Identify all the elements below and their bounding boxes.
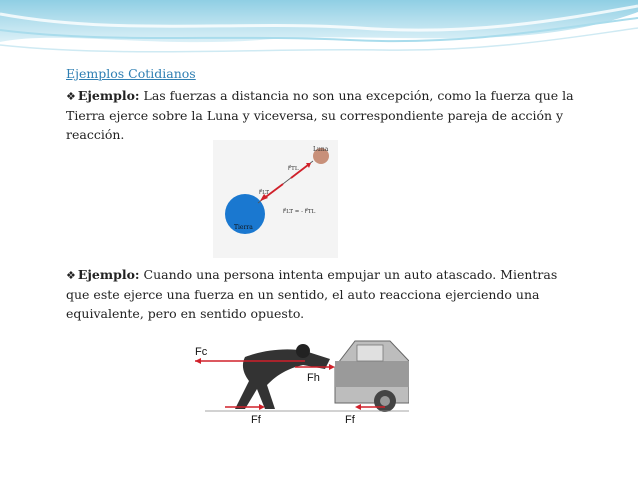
section-title: Ejemplos Cotidianos: [66, 66, 196, 81]
example-1-paragraph: [66, 86, 586, 144]
force-equation: F⃗LT = - F⃗TL: [283, 209, 316, 215]
force-tl-label: F⃗TL: [288, 166, 299, 172]
example-1-text: Las fuerzas a distancia no son una excepción, como la fuerza que la Tierra ejerce sobre la Luna y viceversa, su correspondiente pareja de acción y reacción.: [66, 88, 574, 142]
moon-label: Luna: [313, 146, 329, 153]
force-lt-label: F⃗LT: [259, 190, 270, 196]
example-2-paragraph: [66, 265, 566, 323]
earth-moon-figure: [213, 140, 338, 258]
ff-label-car: Ff: [345, 414, 355, 426]
push-car-figure: [185, 337, 409, 429]
header-wave-decoration: [0, 0, 638, 70]
example-2-label: Ejemplo:: [77, 267, 140, 282]
diamond-bullet-icon: ❖: [66, 90, 76, 103]
fh-label: Fh: [307, 372, 320, 384]
earth-label: Tierra: [234, 224, 253, 231]
diamond-bullet-icon: ❖: [66, 269, 76, 282]
example-2-text: Cuando una persona intenta empujar un auto atascado. Mientras que este ejerce una fuerza en un sentido, el auto reacciona ejerciendo una equivalente, pero en sentido opuesto.: [66, 267, 558, 321]
fc-label: Fc: [195, 346, 208, 358]
example-1-label: Ejemplo:: [77, 88, 140, 103]
ff-label-person: Ff: [251, 414, 261, 426]
